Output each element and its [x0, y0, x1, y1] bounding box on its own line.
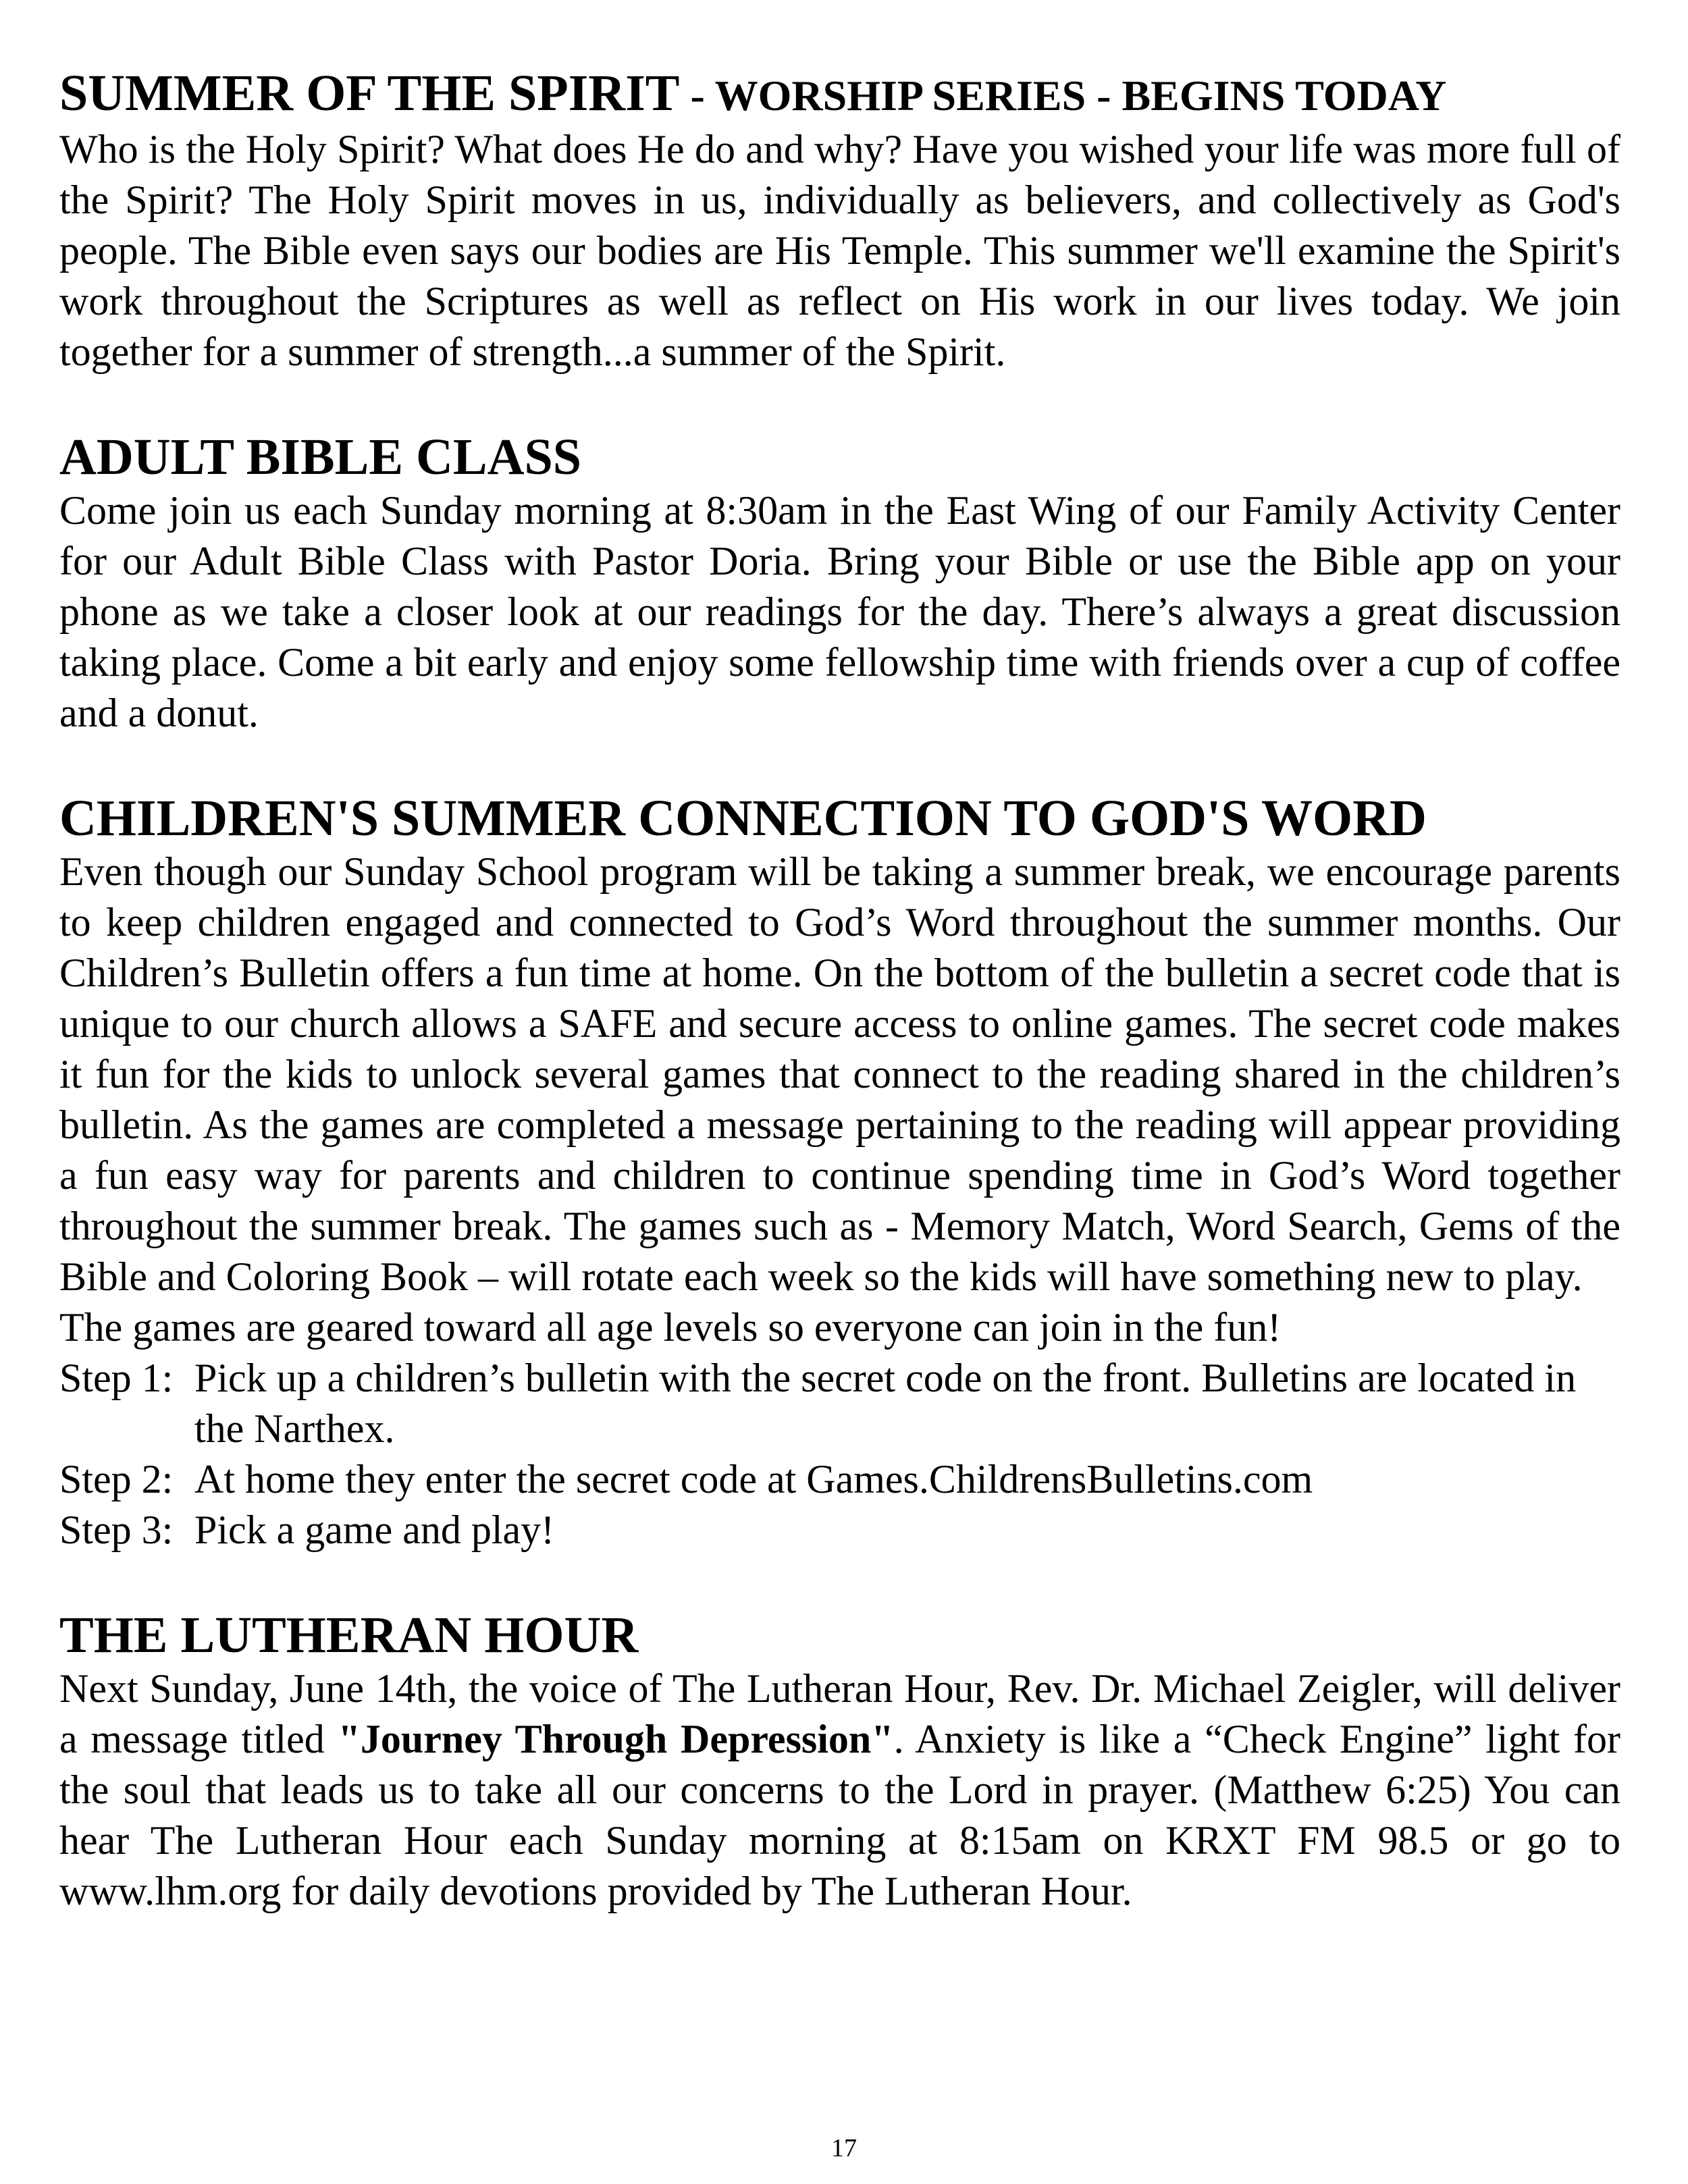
summer-heading-subtitle: - WORSHIP SERIES - BEGINS TODAY [679, 72, 1447, 119]
lutheran-hour-body [59, 1663, 1620, 1917]
lutheran-hour-heading: THE LUTHERAN HOUR [59, 1607, 639, 1663]
summer-of-the-spirit-heading [59, 65, 1620, 124]
childrens-connection-section [59, 790, 1620, 1555]
childrens-connection-heading: CHILDREN'S SUMMER CONNECTION TO GOD'S WORD [59, 790, 1427, 847]
adult-bible-class-body: Come join us each Sunday morning at 8:30am in the East Wing of our Family Activity Center for our Adult Bible Class with Pastor Doria. Bring your Bible or use the Bible app on your phone as we take a closer look at our readings for the day. There’s always a great discussion taking place. Come a bit early and enjoy some fellowship time with friends over a cup of coffee and a donut. [59, 488, 1620, 735]
childrens-connection-note: The games are geared toward all age levels so everyone can join in the fun! [59, 1305, 1282, 1350]
step-label: Step 3: [59, 1508, 174, 1552]
step-item [59, 1505, 1620, 1555]
step-item [59, 1454, 1620, 1505]
step-item [59, 1353, 1620, 1454]
step-text: At home they enter the secret code at Games.ChildrensBulletins.com [194, 1457, 1313, 1501]
lutheran-hour-body-end: . Anxiety is like a “Check Engine” light for the soul that leads us to take all our concerns to the Lord in prayer. (Matthew 6:25) You can hear The Lutheran Hour each Sunday morning at 8:15am on KRXT FM 98.5 or go to www.lhm.org for daily devotions provided by The Lutheran Hour. [59, 1717, 1621, 1913]
step-label: Step 2: [59, 1457, 174, 1501]
adult-bible-class-section [59, 429, 1620, 739]
summer-of-the-spirit-section [59, 65, 1620, 377]
bulletin-page [59, 65, 1620, 1917]
childrens-connection-body: Even though our Sunday School program will be taking a summer break, we encourage parents to keep children engaged and connected to God’s Word throughout the summer months. Our Children’s Bulletin offers a fun time at home. On the bottom of the bulletin a secret code that is unique to our church allows a SAFE and secure access to online games. The secret code makes it fun for the kids to unlock several games that connect to the reading shared in the children’s bulletin. As the games are completed a message pertaining to the reading will appear providing a fun easy way for parents and children to continue spending time in God’s Word together throughout the summer break. The games such as - Memory Match, Word Search, Gems of the Bible and Coloring Book – will rotate each week so the kids will have something new to play. [59, 849, 1620, 1299]
adult-bible-class-heading: ADULT BIBLE CLASS [59, 429, 582, 485]
message-title: "Journey Through Depression" [338, 1717, 894, 1761]
lutheran-hour-section [59, 1607, 1620, 1917]
step-label: Step 1: [59, 1356, 174, 1400]
lutheran-hour-body-start: Next Sunday, June 14th, the voice of The Lutheran Hour, Rev. Dr. Michael Zeigler, will deliver a message titled [59, 1666, 1620, 1761]
summer-of-the-spirit-body: Who is the Holy Spirit? What does He do and why? Have you wished your life was more full of the Spirit? The Holy Spirit moves in us, individually as believers, and collectively as God's people. The Bible even says our bodies are His Temple. This summer we'll examine the Spirit's work throughout the Scriptures as well as reflect on His work in our lives today. We join together for a summer of strength...a summer of the Spirit. [59, 127, 1620, 374]
page-number: 17 [831, 2134, 857, 2162]
step-text: Pick a game and play! [194, 1508, 555, 1552]
step-text: Pick up a children’s bulletin with the secret code on the front. Bulletins are located in the Narthex. [194, 1356, 1577, 1451]
summer-heading-main: SUMMER OF THE SPIRIT [59, 65, 680, 122]
